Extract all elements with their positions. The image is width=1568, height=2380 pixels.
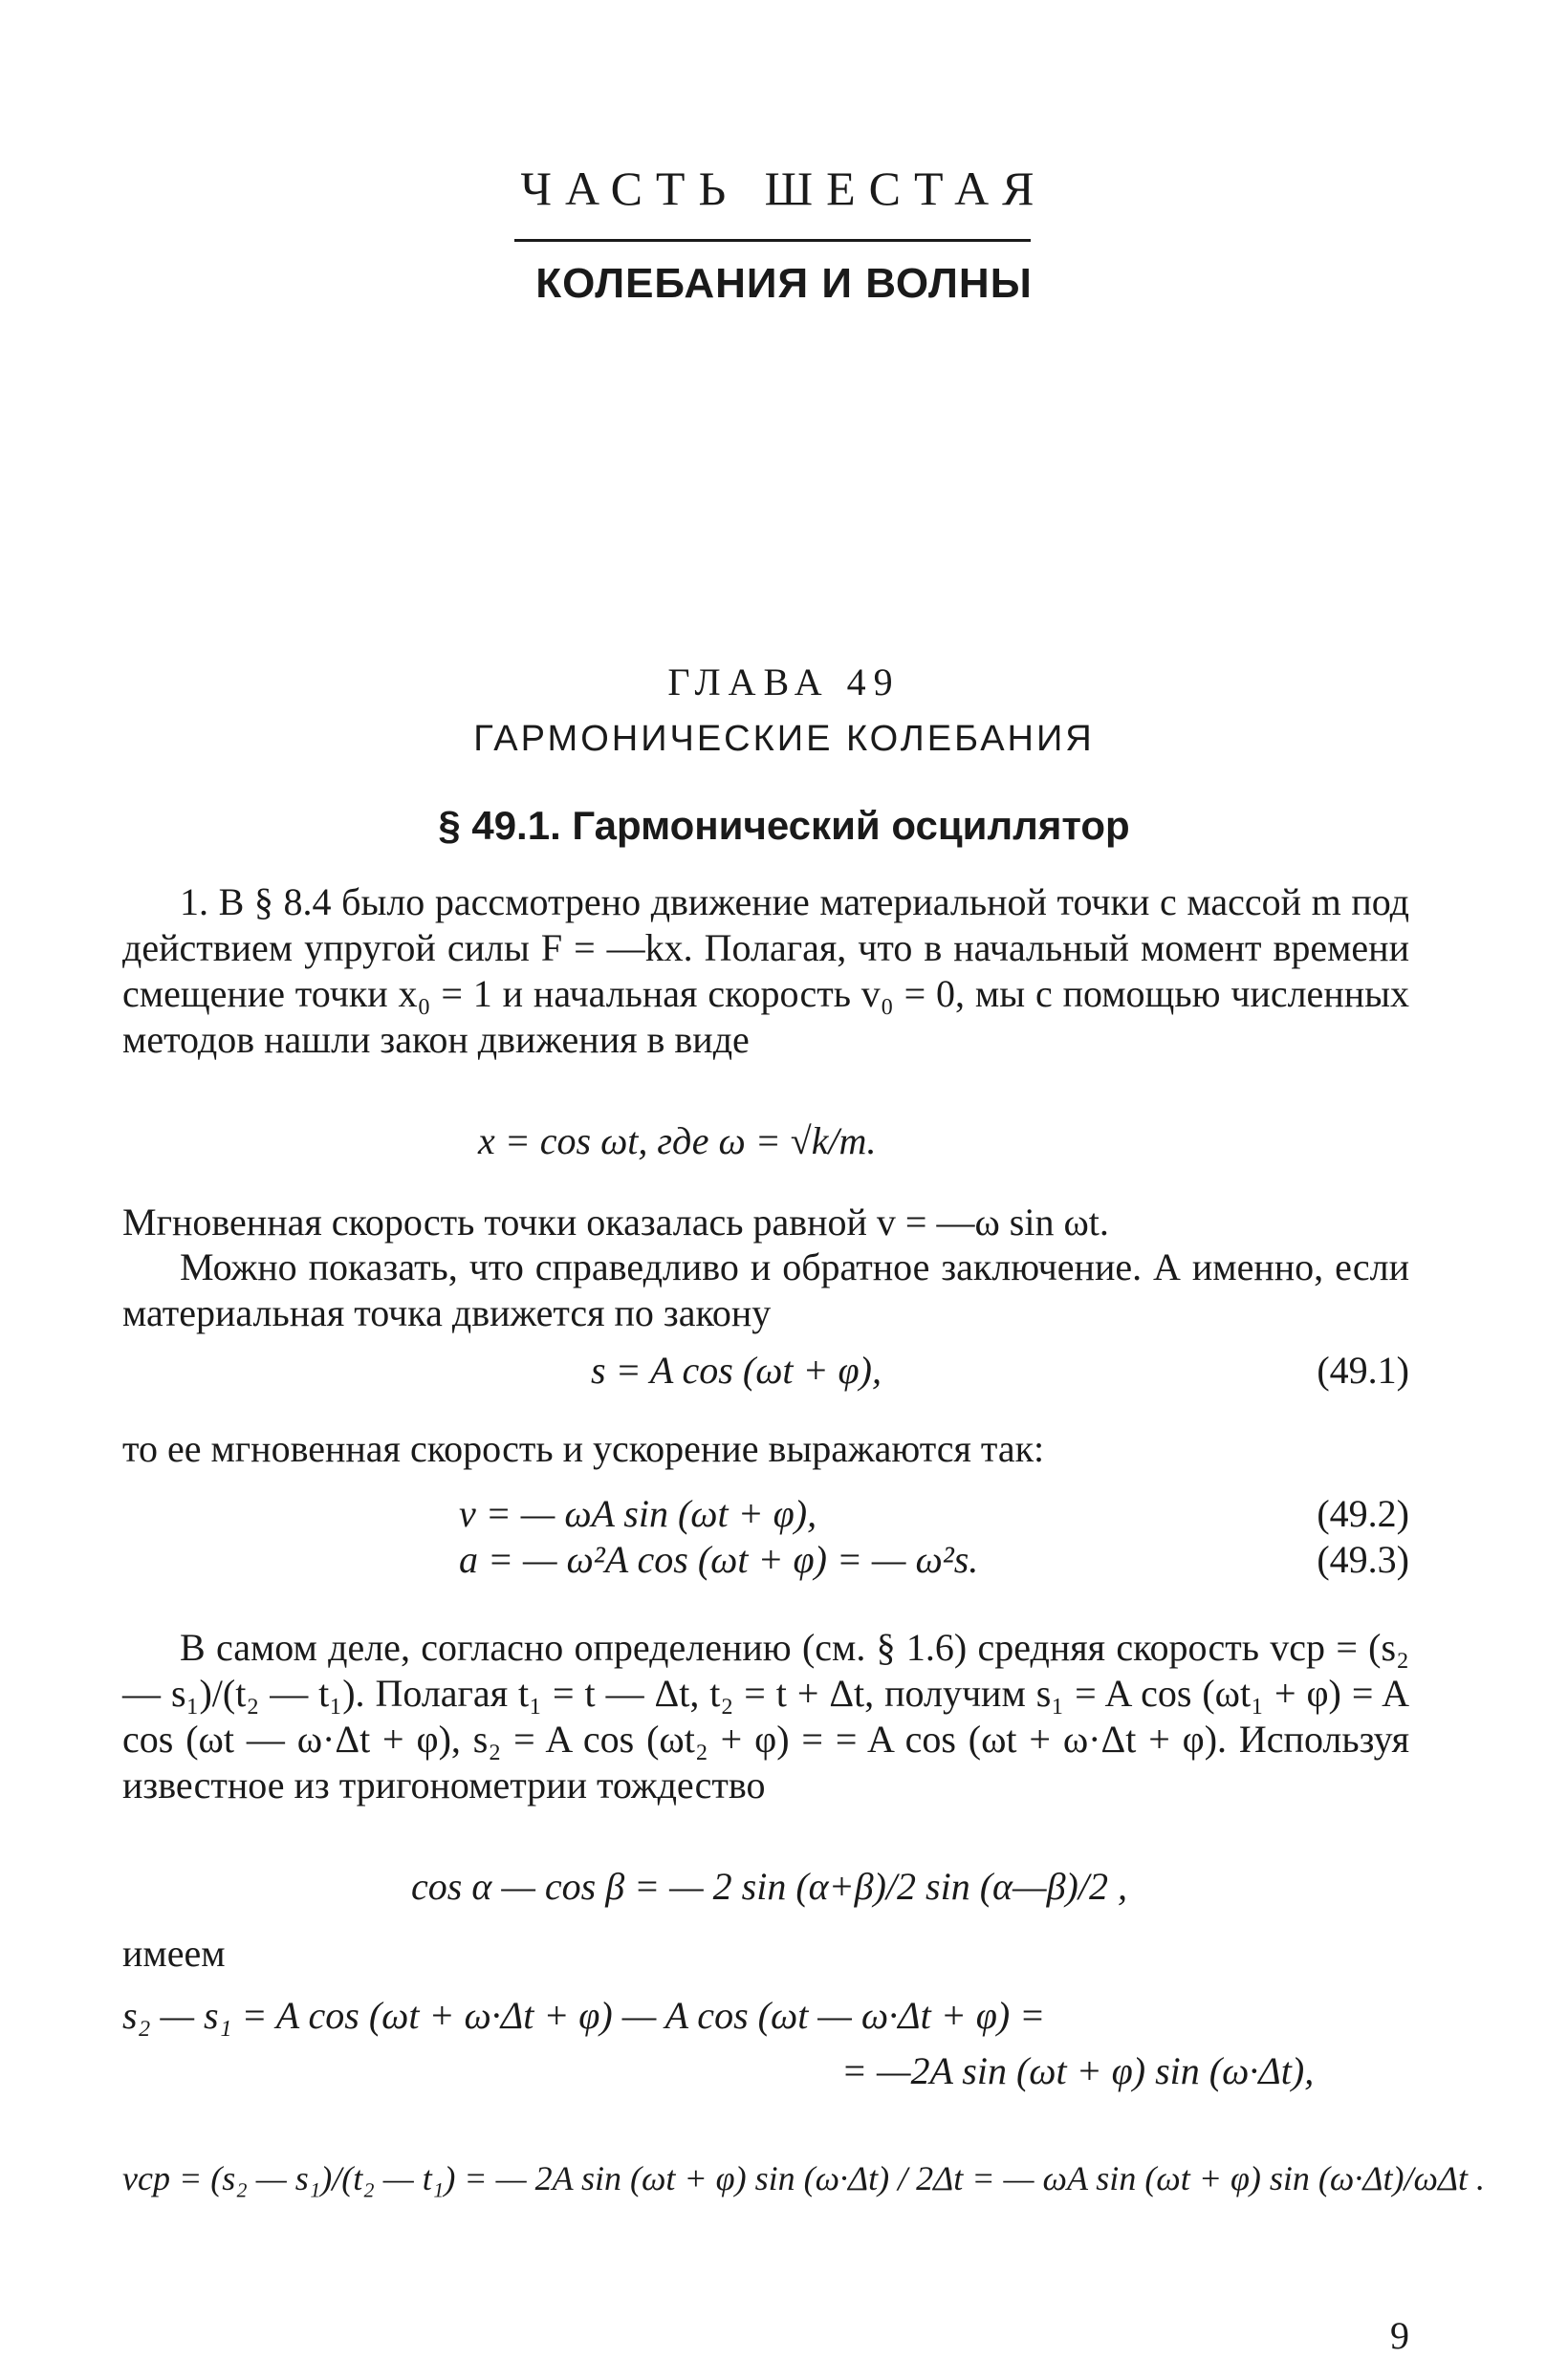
formula-harmonic-law: x = cos ωt, где ω = √k/m. xyxy=(478,1119,877,1162)
formula-cos-identity: cos α — cos β = — 2 sin (α+β)/2 sin (α—β)/2 , xyxy=(411,1865,1127,1908)
chapter-label: ГЛАВА 49 xyxy=(667,660,901,703)
part-subtitle: КОЛЕБАНИЯ И ВОЛНЫ xyxy=(535,260,1033,307)
page-number: 9 xyxy=(1390,2314,1409,2357)
formula-average-velocity: vср = (s₂ — s₁)/(t₂ — t₁) = — 2A sin (ωt + φ) sin (ω·Δt) / 2Δt = — ωA sin (ωt + φ) sin (ω·Δt)/ωΔt . xyxy=(122,2159,1486,2197)
section-title: § 49.1. Гармонический осциллятор xyxy=(438,803,1130,848)
formula-49-1: s = A cos (ωt + φ), xyxy=(591,1349,882,1392)
paragraph-6: имеем xyxy=(122,1932,226,1975)
paragraph-5: В самом деле, согласно определению (см. § 1.6) средняя скорость vср = (s₂ — s₁)/(t₂ — t₁). Полагая t₁ = t — Δt, t₂ = t + Δt, получим s₁ = A cos (ωt₁ + φ) = A cos (ωt — ω·Δt + φ), s₂ = A cos (ωt₂ + φ) = = A cos (ωt + ω·Δt + φ). Используя известное из тригонометрии тождество xyxy=(122,1626,1409,1807)
chapter-title: ГАРМОНИЧЕСКИЕ КОЛЕБАНИЯ xyxy=(473,719,1095,759)
paragraph-2: Мгновенная скорость точки оказалась равной v = —ω sin ωt. xyxy=(122,1201,1109,1244)
part-title: ЧАСТЬ ШЕСТАЯ xyxy=(520,162,1048,215)
formula-difference-line-2: = —2A sin (ωt + φ) sin (ω·Δt), xyxy=(841,2049,1315,2092)
equation-number-49-1: (49.1) xyxy=(1317,1349,1409,1392)
formula-49-3: a = — ω²A cos (ωt + φ) = — ω²s. xyxy=(459,1538,979,1581)
paragraph-4: то ее мгновенная скорость и ускорение выражаются так: xyxy=(122,1427,1045,1470)
paragraph-3: Можно показать, что справедливо и обратное заключение. А именно, если материальная точка движется по закону xyxy=(122,1245,1409,1334)
paragraph-1: 1. В § 8.4 было рассмотрено движение материальной точки с массой m под действием упругой силы F = —kx. Полагая, что в начальный момент времени смещение точки x₀ = 1 и начальная скорость v₀ = 0, мы с помощью численных методов нашли закон движения в виде xyxy=(122,880,1409,1061)
equation-number-49-2: (49.2) xyxy=(1317,1492,1409,1535)
title-rule xyxy=(514,239,1031,242)
equation-number-49-3: (49.3) xyxy=(1317,1538,1409,1581)
formula-49-2: v = — ωA sin (ωt + φ), xyxy=(459,1492,817,1535)
formula-difference-line-1: s₂ — s₁ = A cos (ωt + ω·Δt + φ) — A cos (ωt — ω·Δt + φ) = xyxy=(122,1994,1046,2037)
